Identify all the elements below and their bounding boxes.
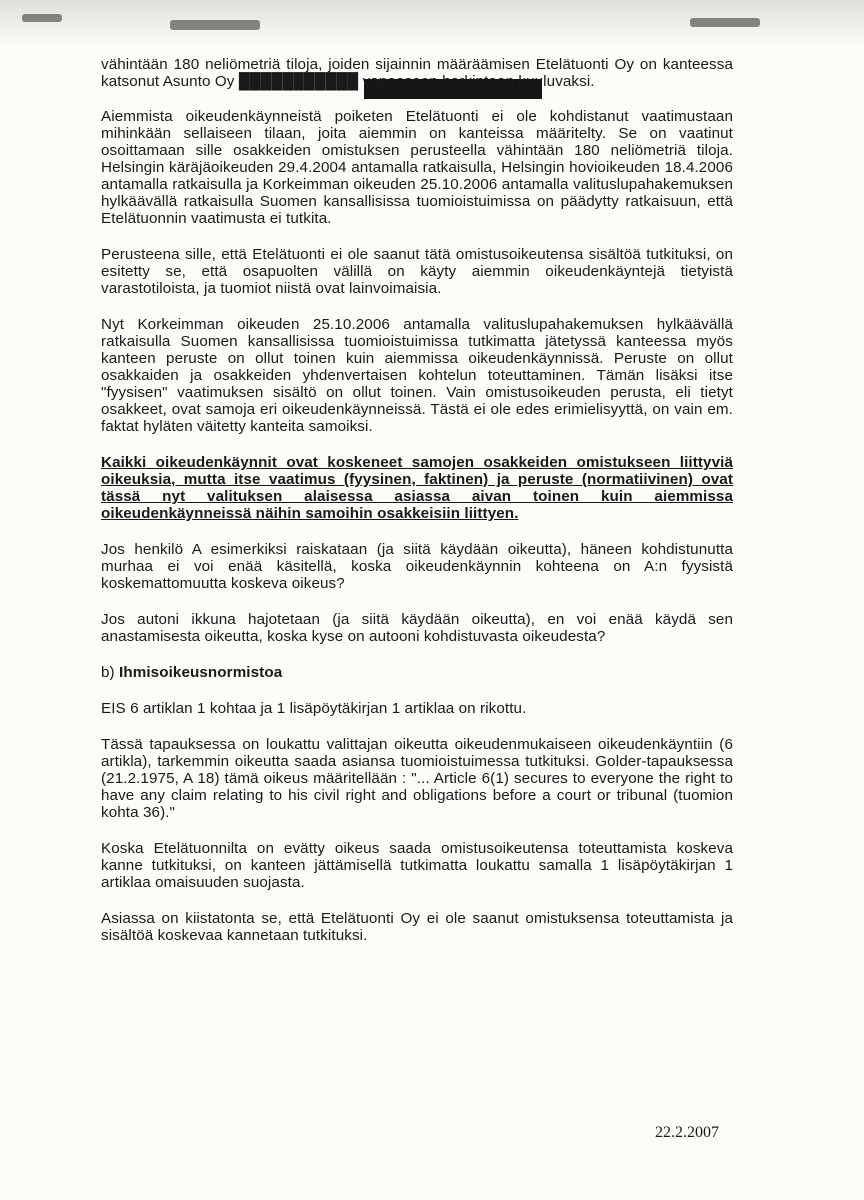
scan-smudge xyxy=(22,14,62,22)
paragraph: Jos autoni ikkuna hajotetaan (ja siitä käydään oikeutta), en voi enää käydä sen anastamisesta oikeutta, koska kyse on autooni kohdistuvasta oikeudesta? xyxy=(101,611,733,645)
paragraph: Asiassa on kiistatonta se, että Etelätuonti Oy ei ole saanut omistuksensa toteuttamista ja sisältöä koskevaa kannetaan tutkituksi. xyxy=(101,910,733,944)
section-number: b) xyxy=(101,664,115,681)
emphasis-paragraph: Kaikki oikeudenkäynnit ovat koskeneet samojen osakkeiden omistukseen liittyviä oikeuksia, mutta itse vaatimus (fyysinen, faktinen) ja peruste (normatiivinen) ovat tässä nyt valituksen alaisessa asiassa aivan toinen kuin aiemmissa oikeudenkäynneissä näihin samoihin osakkeisiin liittyen. xyxy=(101,454,733,522)
section-heading xyxy=(101,664,733,681)
paragraph: Nyt Korkeimman oikeuden 25.10.2006 antamalla valituslupahakemuksen hylkäävällä ratkaisulla Suomen kansallisissa tuomioistuimissa tutkimatta jätetyssä kanteessa myös kanteen peruste on ollut toinen kuin aiemmissa oikeudenkäynnissä. Peruste on ollut osakkaiden ja osakkeiden yhdenvertaisen kohtelun toteuttaminen. Tämän lisäksi itse "fyysisen" vaatimuksen sisältö on ollut toinen. Vain omistusoikeuden perusta, eli tietyt osakkeet, ovat samoja eri oikeudenkäynneissä. Tästä ei ole edes erimielisyyttä, on vain em. faktat hyläten väitetty kanteita samoiksi. xyxy=(101,316,733,435)
paragraph: Tässä tapauksessa on loukattu valittajan oikeutta oikeudenmukaiseen oikeudenkäyntiin (6 artikla), tarkemmin oikeutta saada asiansa tuomioistuimessa tutkituksi. Golder-tapauksessa (21.2.1975, A 18) tämä oikeus määritellään : "... Article 6(1) secures to everyone the right to have any claim relating to his civil right and obligations before a court or tribunal (tuomion kohta 36)." xyxy=(101,736,733,821)
paragraph: Aiemmista oikeudenkäynneistä poiketen Etelätuonti ei ole kohdistanut vaatimustaan mihinkään sellaiseen tilaan, joita aiemmin on kanteissa määritelty. Se on vaatinut osoittamaan sille osakkeiden omistuksen perusteella vähintään 180 neliömetriä tiloja. Helsingin käräjäoikeuden 29.4.2004 antamalla ratkaisulla, Helsingin hovioikeuden 18.4.2006 antamalla ratkaisulla ja Korkeimman oikeuden 25.10.2006 antamalla valituslupahakemuksen hylkäävällä ratkaisulla Suomen kansallisissa tuomioistuimissa on päädytty ratkaisuun, että Etelätuonnin vaatimusta ei tutkita. xyxy=(101,108,733,227)
document-date: 22.2.2007 xyxy=(655,1124,719,1141)
paragraph: Jos henkilö A esimerkiksi raiskataan (ja siitä käydään oikeutta), häneen kohdistunutta murhaa ei voi enää käsitellä, koska oikeudenkäynnin kohteena on A:n fyysistä koskemattomuutta koskeva oikeus? xyxy=(101,541,733,592)
paragraph: Perusteena sille, että Etelätuonti ei ole saanut tätä omistusoikeutensa sisältöä tutkituksi, on esitetty se, että osapuolten välillä on käyty aiemmin oikeudenkäyntejä tietyistä varastotiloista, ja tuomiot niistä ovat lainvoimaisia. xyxy=(101,246,733,297)
paragraph: EIS 6 artiklan 1 kohtaa ja 1 lisäpöytäkirjan 1 artiklaa on rikottu. xyxy=(101,700,527,717)
paragraph: Koska Etelätuonnilta on evätty oikeus saada omistusoikeutensa toteuttamista koskeva kanne tutkituksi, on kanteen jättämisellä tutkimatta loukattu samalla 1 lisäpöytäkirjan 1 artiklaa omaisuuden suojasta. xyxy=(101,840,733,891)
document-body xyxy=(101,56,733,963)
paragraph: vähintään 180 neliömetriä tiloja, joiden sijainnin määräämisen Etelätuonti Oy on kanteessa katsonut Asunto Oy ███████████ vapaaseen harkintaan kuuluvaksi. xyxy=(101,56,733,90)
scan-smudge xyxy=(690,18,760,27)
scan-smudge xyxy=(170,20,260,30)
section-title: Ihmisoikeusnormistoa xyxy=(119,664,283,681)
